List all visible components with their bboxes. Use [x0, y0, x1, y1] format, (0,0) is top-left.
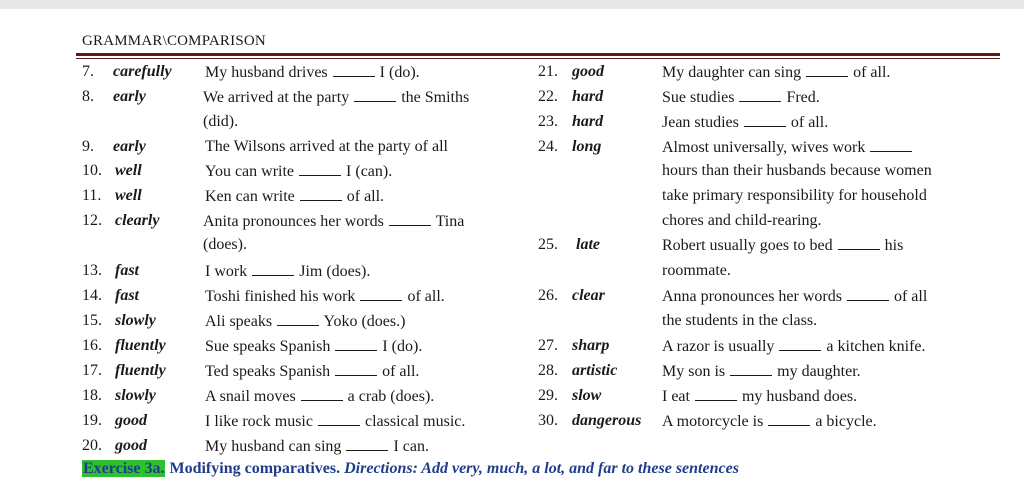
item-sentence: Ken can write of all.	[205, 188, 385, 205]
answer-blank[interactable]	[695, 386, 737, 401]
item-number: 26.	[538, 287, 558, 304]
item-sentence: My husband can sing I can.	[205, 438, 429, 455]
answer-blank[interactable]	[744, 112, 786, 127]
item-number: 25.	[538, 236, 558, 253]
item-number: 8.	[82, 88, 94, 105]
item-sentence: We arrived at the party the Smiths	[203, 89, 470, 106]
item-number: 27.	[538, 337, 558, 354]
item-continuation: (did).	[203, 113, 239, 130]
item-continuation: hours than their husbands because women	[662, 162, 932, 179]
item-number: 19.	[82, 412, 102, 429]
item-number: 18.	[82, 387, 102, 404]
item-sentence: My son is my daughter.	[662, 363, 861, 380]
item-number: 17.	[82, 362, 102, 379]
answer-blank[interactable]	[730, 361, 772, 376]
item-cue-word: good	[115, 437, 147, 454]
item-sentence: Sue studies Fred.	[662, 89, 820, 106]
answer-blank[interactable]	[360, 286, 402, 301]
answer-blank[interactable]	[333, 62, 375, 77]
item-number: 28.	[538, 362, 558, 379]
page-title: GRAMMAR\COMPARISON	[82, 33, 266, 49]
answer-blank[interactable]	[300, 186, 342, 201]
answer-blank[interactable]	[739, 87, 781, 102]
answer-blank[interactable]	[847, 286, 889, 301]
item-cue-word: fast	[115, 287, 139, 304]
item-number: 14.	[82, 287, 102, 304]
top-band	[0, 0, 1024, 9]
answer-blank[interactable]	[335, 336, 377, 351]
item-number: 21.	[538, 63, 558, 80]
item-sentence: My husband drives I (do).	[205, 64, 420, 81]
exercise-label: Exercise 3a.	[83, 460, 165, 477]
item-cue-word: hard	[572, 88, 604, 105]
item-sentence: Anita pronounces her words Tina	[203, 213, 465, 230]
item-number: 12.	[82, 212, 102, 229]
item-sentence: Jean studies of all.	[662, 114, 829, 131]
item-cue-word: fluently	[115, 337, 166, 354]
item-cue-word: clear	[572, 287, 605, 304]
header-rule	[76, 53, 1000, 56]
item-cue-word: clearly	[115, 212, 160, 229]
answer-blank[interactable]	[389, 211, 431, 226]
item-sentence: Robert usually goes to bed his	[662, 237, 904, 254]
item-cue-word: long	[572, 138, 602, 155]
item-continuation: take primary responsibility for household	[662, 187, 927, 204]
answer-blank[interactable]	[354, 87, 396, 102]
item-sentence: I like rock music classical music.	[205, 413, 466, 430]
answer-blank[interactable]	[838, 235, 880, 250]
item-cue-word: sharp	[572, 337, 610, 354]
answer-blank[interactable]	[318, 411, 360, 426]
item-sentence: Anna pronounces her words of all	[662, 288, 928, 305]
item-cue-word: fast	[115, 262, 139, 279]
item-cue-word: fluently	[115, 362, 166, 379]
item-sentence: I eat my husband does.	[662, 388, 858, 405]
item-cue-word: slow	[572, 387, 602, 404]
item-continuation: roommate.	[662, 262, 731, 279]
item-cue-word: good	[572, 63, 604, 80]
item-cue-word: good	[115, 412, 147, 429]
exercise-directions: Directions: Add very, much, a lot, and far to these sentences	[344, 460, 739, 477]
item-number: 29.	[538, 387, 558, 404]
item-sentence: I work Jim (does).	[205, 263, 371, 280]
item-sentence: Sue speaks Spanish I (do).	[205, 338, 423, 355]
item-continuation: chores and child-rearing.	[662, 212, 822, 229]
item-cue-word: dangerous	[572, 412, 642, 429]
item-cue-word: early	[113, 138, 146, 155]
item-number: 7.	[82, 63, 94, 80]
header-rule-thin	[76, 58, 1000, 59]
item-cue-word: early	[113, 88, 146, 105]
item-cue-word: well	[115, 162, 142, 179]
item-cue-word: hard	[572, 113, 604, 130]
answer-blank[interactable]	[779, 336, 821, 351]
answer-blank[interactable]	[277, 311, 319, 326]
item-number: 23.	[538, 113, 558, 130]
answer-blank[interactable]	[870, 137, 912, 152]
item-sentence: You can write I (can).	[205, 163, 393, 180]
answer-blank[interactable]	[252, 261, 294, 276]
item-cue-word: slowly	[115, 387, 156, 404]
item-sentence: Ali speaks Yoko (does.)	[205, 313, 406, 330]
item-cue-word: well	[115, 187, 142, 204]
answer-blank[interactable]	[768, 411, 810, 426]
item-sentence: The Wilsons arrived at the party of all	[205, 138, 448, 155]
answer-blank[interactable]	[299, 161, 341, 176]
item-number: 11.	[82, 187, 102, 204]
answer-blank[interactable]	[301, 386, 343, 401]
answer-blank[interactable]	[335, 361, 377, 376]
item-number: 24.	[538, 138, 558, 155]
item-sentence: Ted speaks Spanish of all.	[205, 363, 420, 380]
answer-blank[interactable]	[346, 436, 388, 451]
item-number: 16.	[82, 337, 102, 354]
item-sentence: Toshi finished his work of all.	[205, 288, 445, 305]
item-number: 22.	[538, 88, 558, 105]
item-sentence: A razor is usually a kitchen knife.	[662, 338, 926, 355]
item-continuation: the students in the class.	[662, 312, 818, 329]
item-number: 20.	[82, 437, 102, 454]
item-sentence: My daughter can sing of all.	[662, 64, 891, 81]
next-exercise-heading	[82, 460, 739, 478]
exercise-title: Modifying comparatives.	[169, 460, 341, 477]
answer-blank[interactable]	[806, 62, 848, 77]
item-number: 15.	[82, 312, 102, 329]
item-number: 9.	[82, 138, 94, 155]
item-number: 10.	[82, 162, 102, 179]
item-number: 13.	[82, 262, 102, 279]
item-cue-word: carefully	[113, 63, 172, 80]
item-sentence: A motorcycle is a bicycle.	[662, 413, 877, 430]
item-continuation: (does).	[203, 236, 247, 253]
item-number: 30.	[538, 412, 558, 429]
item-sentence: Almost universally, wives work	[662, 137, 913, 158]
item-sentence: A snail moves a crab (does).	[205, 388, 435, 405]
item-cue-word: artistic	[572, 362, 618, 379]
item-cue-word: late	[576, 236, 600, 253]
item-cue-word: slowly	[115, 312, 156, 329]
